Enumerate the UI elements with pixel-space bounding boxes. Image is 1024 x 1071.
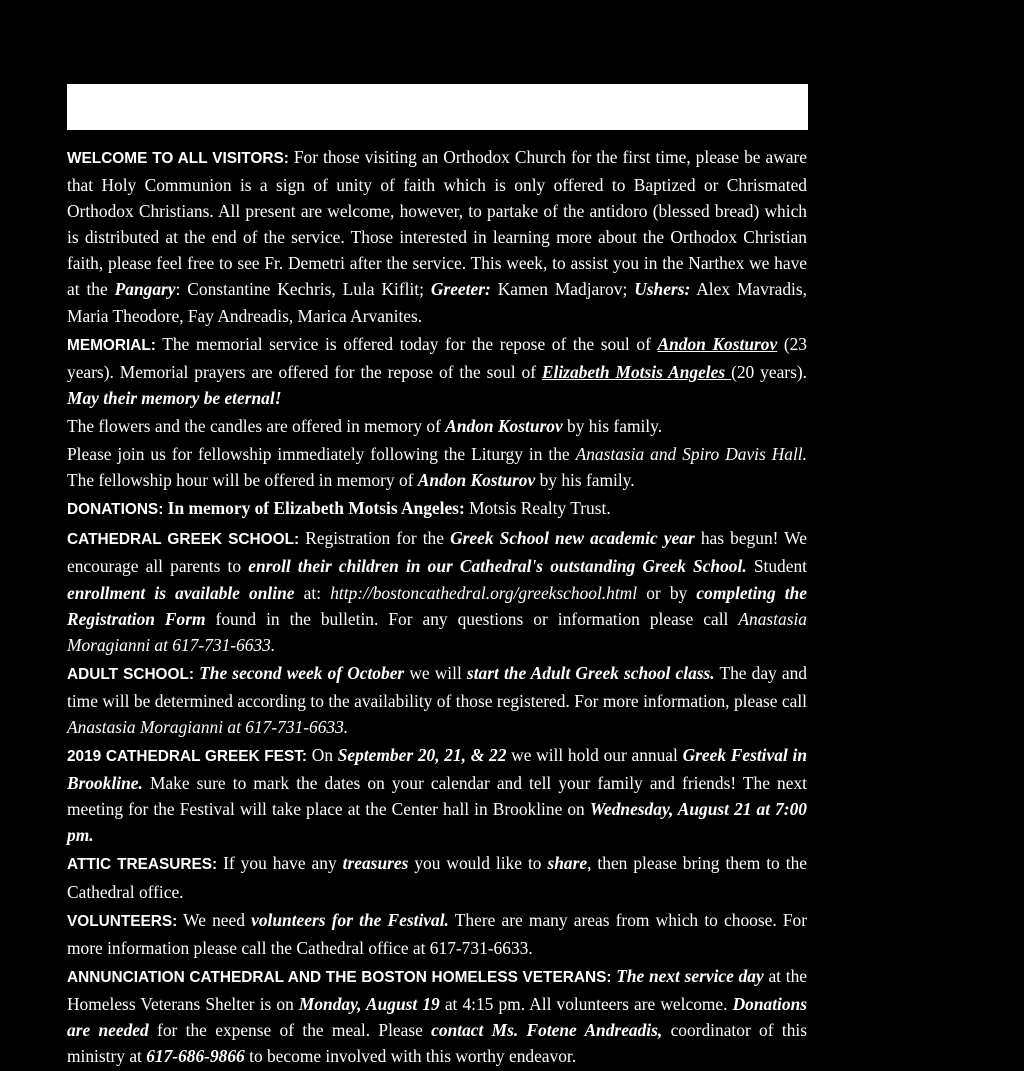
adult-school-contact: Anastasia Moragianni at 617-731-6633. [67, 716, 349, 737]
veterans-phone: 617-686-9866 [146, 1046, 245, 1067]
volunteers-heading: VOLUNTEERS: [67, 912, 178, 930]
donations-memory: In memory of Elizabeth Motsis Angeles: [163, 498, 465, 519]
memorial-name: Elizabeth Motsis Angeles [541, 361, 732, 382]
veterans-heading: ANNUNCIATION CATHEDRAL AND THE BOSTON HOMELESS VETERANS: [67, 968, 612, 986]
greeter-label: Greeter: [430, 279, 491, 300]
welcome-paragraph: WELCOME TO ALL VISITORS: For those visiting an Orthodox Church for the first time, please be aware that Holy Communion is a sign of unity of faith which is only offered to Baptized or Chrismated Orthodox Christians. All present are welcome, however, to partake of the antidoro (blessed bread) which is distributed at the end of the service. Those interested in learning more about the Orthodox Christian faith, please feel free to see Fr. Demetri after the service. This week, to assist you in the Narthex we have at the Pangary: Constantine Kechris, Lula Kiflit; Greeter: Kamen Madjarov; Ushers: Alex Mavradis, Maria Theodore, Fay Andreadis, Marica Arvanites. [67, 147, 807, 326]
veterans-paragraph: ANNUNCIATION CATHEDRAL AND THE BOSTON HOMELESS VETERANS: The next service day at the Homeless Veterans Shelter is on Monday, August 19 at 4:15 pm. All volunteers are welcome. Donations are needed for the expense of the meal. Please contact Ms. Fotene Andreadis, coordinator of this ministry at 617-686-9866 to become involved with this worthy endeavor. [67, 965, 808, 1067]
ushers-label: Ushers: [634, 279, 691, 300]
memorial-paragraph: MEMORIAL: The memorial service is offered today for the repose of the soul of Andon Kosturov (23 years). Memorial prayers are offered for the repose of the soul of Elizabeth Motsis Angeles (20 years). May their memory be eternal! [67, 333, 808, 408]
donations-heading: DONATIONS: [67, 501, 164, 519]
flowers-name: Andon Kosturov [445, 415, 563, 436]
volunteers-paragraph: VOLUNTEERS: We need volunteers for the Festival. There are many areas from which to choose. For more information please call the Cathedral office at 617-731-6633. [67, 909, 808, 958]
greek-fest-heading: 2019 CATHEDRAL GREEK FEST: [67, 748, 308, 766]
memory-eternal: May their memory be eternal! [67, 387, 282, 408]
donations-paragraph: DONATIONS: In memory of Elizabeth Motsis Angeles: Motsis Realty Trust. [67, 498, 611, 519]
flowers-paragraph: The flowers and the candles are offered in memory of Andon Kosturov by his family. [67, 415, 663, 436]
announcements [67, 144, 807, 1071]
header-bar [67, 84, 808, 130]
attic-treasures-heading: ATTIC TREASURES: [67, 856, 218, 874]
greek-school-paragraph: CATHEDRAL GREEK SCHOOL: Registration for the Greek School new academic year has begun! We encourage all parents to enroll their children in our Cathedral's outstanding Greek School. Student enrollment is available online at: http://bostoncathedral.org/greekschool.html or by completing the Registration Form found in the bulletin. For any questions or information please call Anastasia Moragianni at 617-731-6633. [67, 528, 808, 655]
pangary-label: Pangary [114, 279, 176, 300]
attic-treasures-paragraph: ATTIC TREASURES: If you have any treasures you would like to share, then please bring them to the Cathedral office. [67, 853, 807, 902]
greek-school-heading: CATHEDRAL GREEK SCHOOL: [67, 531, 300, 549]
greek-school-url: http://bostoncathedral.org/greekschool.html [330, 582, 638, 603]
adult-school-heading: ADULT SCHOOL: [67, 665, 195, 683]
welcome-heading: WELCOME TO ALL VISITORS: [67, 150, 289, 167]
fellowship-hall: Anastasia and Spiro Davis Hall. [575, 444, 807, 465]
memorial-name: Andon Kosturov [657, 333, 778, 354]
greek-school-contact: Anastasia Moragianni at 617-731-6633. [67, 608, 807, 655]
greek-fest-paragraph: 2019 CATHEDRAL GREEK FEST: On September 20, 21, & 22 we will hold our annual Greek Festival in Brookline. Make sure to mark the dates on your calendar and tell your family and friends! The next meeting for the Festival will take place at the Center hall in Brookline on Wednesday, August 21 at 7:00 pm. [67, 745, 807, 846]
fellowship-paragraph: Please join us for fellowship immediately following the Liturgy in the Anastasia and Spiro Davis Hall. The fellowship hour will be offered in memory of Andon Kosturov by his family. [67, 444, 807, 491]
fellowship-name: Andon Kosturov [417, 470, 536, 491]
memorial-heading: MEMORIAL: [67, 336, 156, 354]
adult-school-paragraph: ADULT SCHOOL: The second week of October we will start the Adult Greek school class. The day and time will be determined according to the availability of those registered. For more information, please call Anastasia Moragianni at 617-731-6633. [67, 662, 807, 737]
